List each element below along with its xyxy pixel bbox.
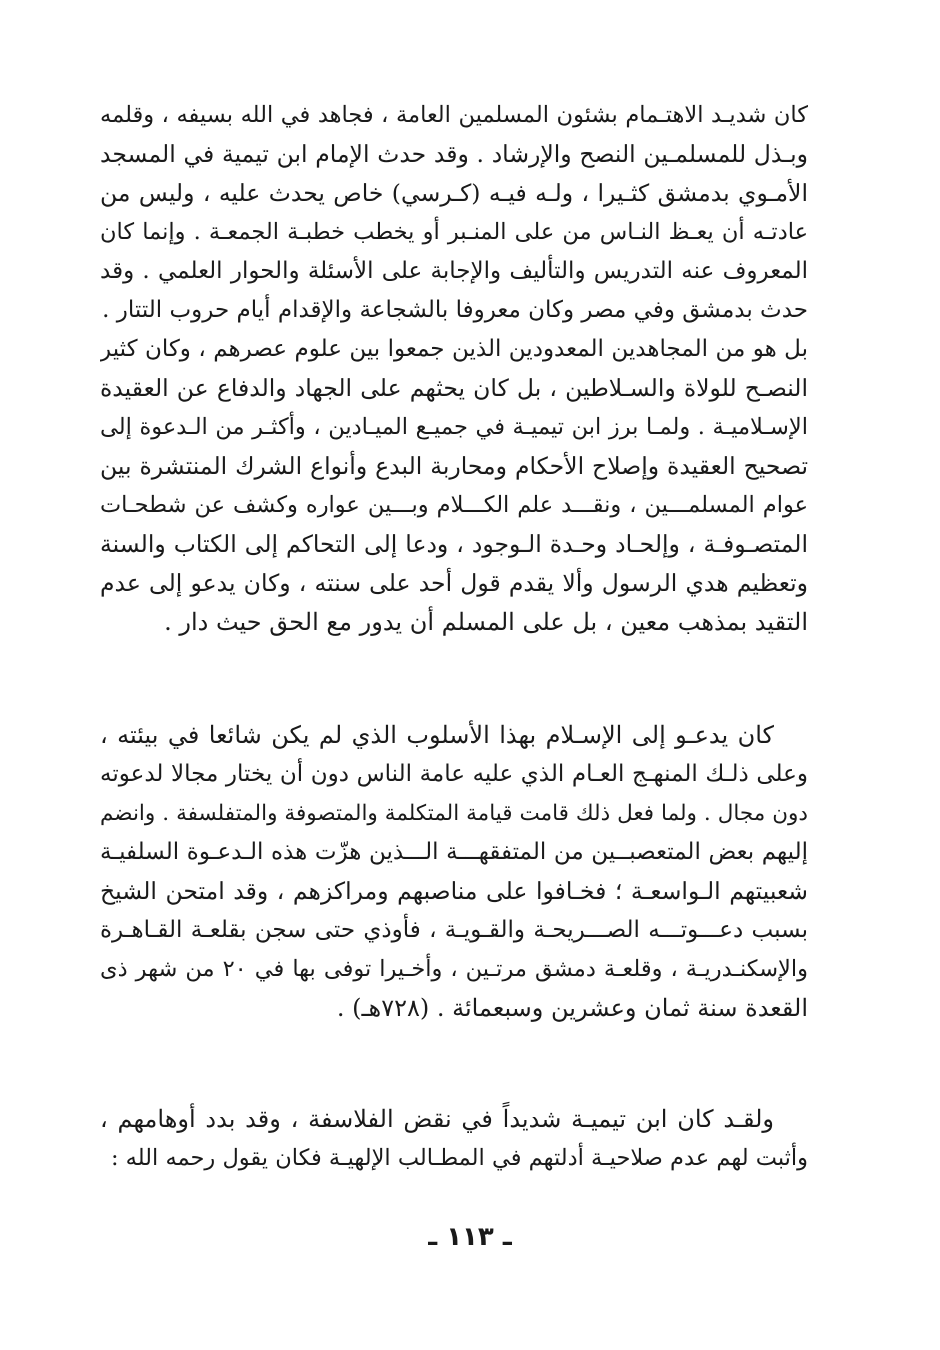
text-line: شعبيتهم الـواسعـة ؛ فخـافوا على مناصبهم ومراكزهم ، وقد امتحن الشيخ bbox=[100, 877, 808, 905]
text-line: الأمـوي بدمشق كثـيرا ، ولـه فيـه (كـرسي) خاص يحدث عليه ، وليس من bbox=[100, 179, 808, 207]
text-line: دون مجال . ولما فعل ذلك قامت قيامة المتكلمة والمتصوفة والمتفلسفة . وانضم bbox=[100, 801, 808, 826]
text-line: القعدة سنة ثمان وعشرين وسبعمائة . (٧٢٨هـ) . bbox=[336, 994, 808, 1022]
paragraph-3 bbox=[100, 1100, 808, 1178]
text-line: النصـح للولاة والسـلاطين ، بل كان يحثهم على الجهاد والدفاع عن العقيدة bbox=[100, 374, 808, 402]
text-line: التقيد بمذهب معين ، بل على المسلم أن يدور مع الحق حيث دار . bbox=[164, 608, 808, 636]
text-line: وعلى ذلـك المنهـج العـام الذي عليه عامة الناس دون أن يختار مجالا لدعوته bbox=[100, 761, 808, 787]
text-line: والإسكنـدريـة ، وقلعـة دمشق مرتـين ، وأخـيرا توفى بها في ٢٠ من شهر ذى bbox=[100, 956, 808, 982]
text-line: عادتـه أن يعـظ النـاس من على المنـبر أو يخطب خطبـة الجمعـة . وإنما كان bbox=[100, 219, 808, 245]
paragraph-1 bbox=[100, 96, 808, 642]
text-line: حدث بدمشق وفي مصر وكان معروفا بالشجاعة والإقدام أيام حروب التتار . bbox=[102, 297, 808, 323]
text-line: عوام المسلمـــين ، ونقـــد علم الكـــلام وبـــين عواره وكشف عن شطحـات bbox=[100, 492, 808, 518]
text-line: بل هو من المجاهدين المعدودين الذين جمعوا بين علوم عصرهم ، وكان كثير bbox=[100, 336, 808, 362]
text-line: المتصـوفـة ، وإلحـاد وحـدة الـوجود ، ودعا إلى التحاكم إلى الكتاب والسنة bbox=[100, 530, 808, 558]
text-line: وتعظيم هدي الرسول وألا يقدم قول أحد على سنته ، وكان يدعو إلى عدم bbox=[100, 569, 808, 597]
text-line: وبـذل للمسلمـين النصح والإرشاد . وقد حدث الإمام ابن تيمية في المسجد bbox=[100, 140, 808, 168]
text-line: بسبب دعـــوتـــه الصـــريحـة والقـويـة ، فأوذي حتى سجن بقلعـة القـاهـرة bbox=[100, 917, 808, 943]
text-line: الإسـلاميـة . ولمـا برز ابن تيميـة في جميـع الميـادين ، وأكثـر من الـدعوة إلى bbox=[100, 414, 808, 440]
text-line: المعروف عنه التدريس والتأليف والإجابة على الأسئلة والحوار العلمي . وقد bbox=[100, 258, 808, 284]
paragraph-2 bbox=[100, 716, 808, 1028]
text-line: تصحيح العقيدة وإصلاح الأحكام ومحاربة البدع وأنواع الشرك المنتشرة بين bbox=[100, 452, 808, 480]
text-line: كان يدعـو إلى الإسـلام بهذا الأسلوب الذي لم يكن شائعا في بيئته ، bbox=[100, 721, 774, 749]
page-number: ـ ١١٣ ـ bbox=[428, 1222, 512, 1252]
text-line: كان شديـد الاهتـمام بشئون المسلمين العامة ، فجاهد في الله بسيفه ، وقلمه bbox=[100, 102, 808, 128]
text-line: ولقـد كان ابن تيميـة شديداً في نقض الفلاسفة ، وقد بدد أوهامهم ، bbox=[100, 1105, 774, 1133]
text-line: إليهم بعض المتعصبــين من المتفقهـــة الـــذين هزّت هذه الـدعـوة السلفيـة bbox=[100, 839, 808, 865]
text-line: وأثبت لهم عدم صلاحيـة أدلتهم في المطـالب الإلهيـة فكان يقول رحمه الله : bbox=[110, 1145, 808, 1171]
